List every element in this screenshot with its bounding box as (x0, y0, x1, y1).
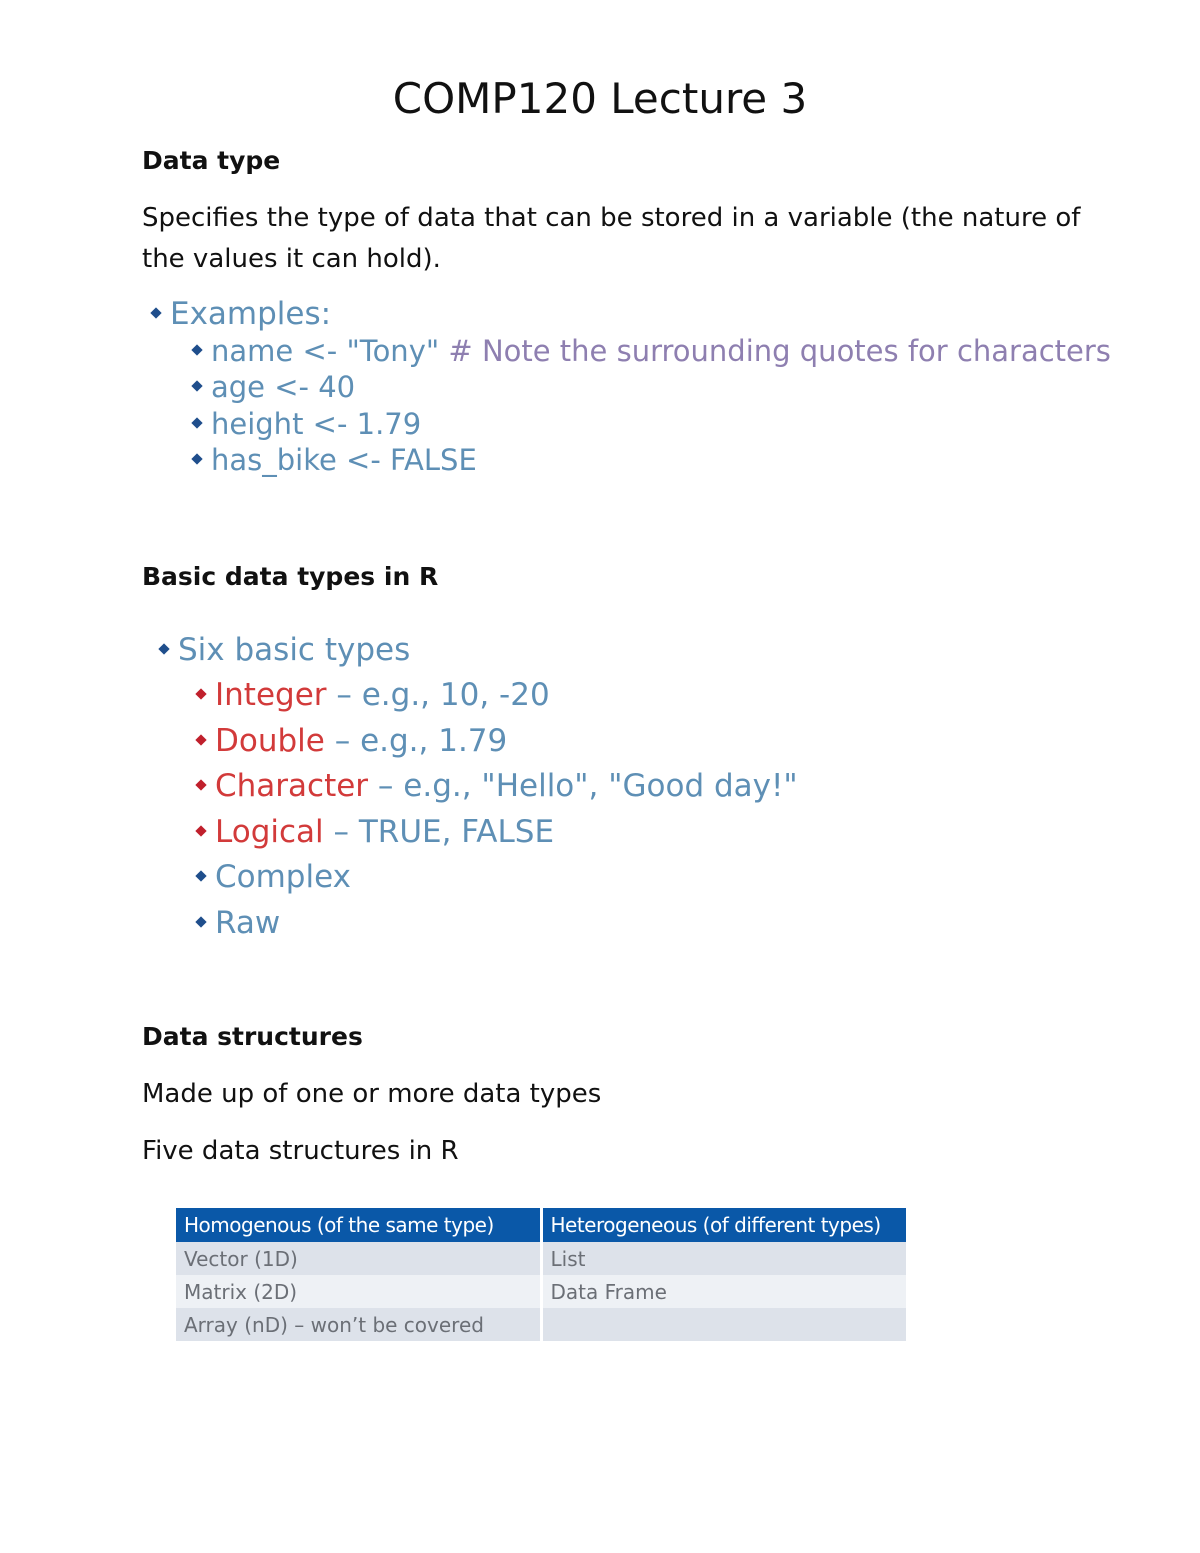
type-name: Raw (215, 905, 281, 941)
data-type-paragraph: Specifies the type of data that can be stored in a variable (the nature of the values it can hold). (142, 203, 1081, 274)
type-name: Double (215, 723, 325, 759)
table-cell: List (543, 1242, 907, 1275)
diamond-bullet-icon (158, 643, 169, 654)
type-item (197, 905, 280, 941)
example-item (193, 334, 1111, 368)
table-header-heterogeneous: Heterogeneous (of different types) (543, 1208, 907, 1242)
diamond-bullet-icon (191, 417, 202, 428)
example-code: age <- 40 (211, 370, 356, 404)
structures-line-1: Made up of one or more data types (142, 1079, 602, 1109)
example-comment: # Note the surrounding quotes for characters (448, 334, 1111, 368)
type-detail: – e.g., 10, -20 (326, 677, 550, 713)
type-item (197, 859, 351, 895)
example-code: height <- 1.79 (211, 407, 422, 441)
example-item (193, 443, 477, 477)
table-header-homogenous: Homogenous (of the same type) (176, 1208, 540, 1242)
structures-line-2: Five data structures in R (142, 1136, 459, 1166)
diamond-bullet-icon (195, 870, 206, 881)
type-name: Integer (215, 677, 327, 713)
examples-label: Examples: (170, 296, 332, 332)
data-structures-table (173, 1208, 909, 1341)
example-code: name <- "Tony" (211, 334, 440, 368)
diamond-bullet-icon (195, 734, 206, 745)
table-row (176, 1242, 906, 1275)
example-item (193, 370, 355, 404)
type-name: Character (215, 768, 369, 804)
diamond-bullet-icon (191, 344, 202, 355)
page-title: COMP120 Lecture 3 (392, 74, 808, 123)
table-cell (543, 1308, 907, 1341)
diamond-bullet-icon (195, 825, 206, 836)
example-item (193, 407, 421, 441)
six-types-label: Six basic types (178, 632, 411, 668)
type-item (197, 814, 554, 850)
table-cell: Data Frame (543, 1275, 907, 1308)
table-cell: Vector (1D) (176, 1242, 540, 1275)
example-code: has_bike <- FALSE (211, 443, 477, 477)
six-types-bullet (160, 632, 410, 668)
heading-data-structures: Data structures (142, 1022, 363, 1051)
type-item (197, 768, 798, 804)
type-detail: – e.g., "Hello", "Good day!" (368, 768, 798, 804)
table-cell: Array (nD) – won’t be covered (176, 1308, 540, 1341)
table-row (176, 1308, 906, 1341)
type-detail: – TRUE, FALSE (323, 814, 555, 850)
type-detail: – e.g., 1.79 (324, 723, 508, 759)
type-item (197, 723, 507, 759)
table-cell: Matrix (2D) (176, 1275, 540, 1308)
diamond-bullet-icon (195, 916, 206, 927)
diamond-bullet-icon (195, 779, 206, 790)
type-name: Logical (215, 814, 324, 850)
diamond-bullet-icon (191, 380, 202, 391)
diamond-bullet-icon (195, 688, 206, 699)
diamond-bullet-icon (191, 453, 202, 464)
type-name: Complex (215, 859, 351, 895)
diamond-bullet-icon (150, 307, 161, 318)
heading-data-type: Data type (142, 146, 281, 175)
examples-bullet (152, 296, 331, 332)
table-row (176, 1275, 906, 1308)
type-item (197, 677, 550, 713)
heading-basic-types: Basic data types in R (142, 562, 439, 591)
